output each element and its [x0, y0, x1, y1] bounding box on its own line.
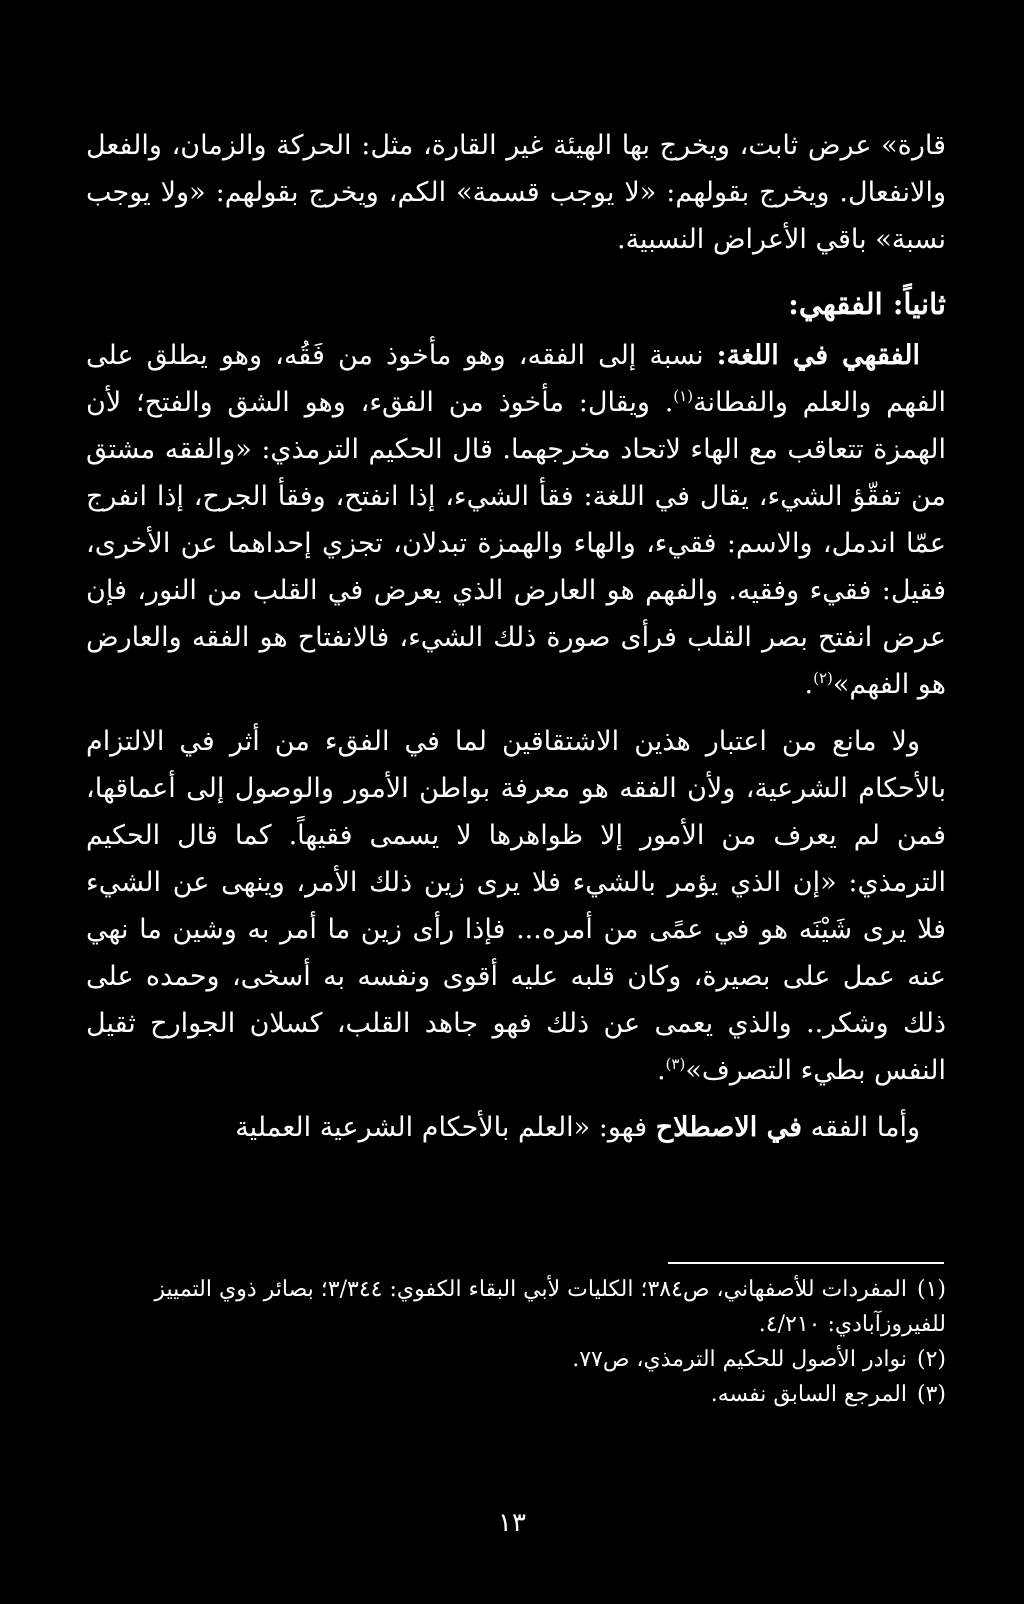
paragraph-4-start: وأما الفقه — [802, 1112, 920, 1143]
footnote-ref-1: (١) — [673, 387, 694, 405]
footnote-ref-2: (٢) — [813, 669, 833, 687]
paragraph-4 — [86, 1104, 946, 1151]
footnote-text: نوادر الأصول للحكيم الترمذي، ص٧٧. — [572, 1347, 907, 1372]
paragraph-1 — [86, 122, 946, 263]
paragraph-3-end: . — [656, 1055, 666, 1086]
section-heading: ثانياً: الفقهي: — [788, 287, 946, 321]
paragraph-2-end: . — [804, 669, 814, 700]
page-number: ١٣ — [498, 1508, 526, 1538]
footnote-text: المفردات للأصفهاني، ص٣٨٤؛ الكليات لأبي البقاء الكفوي: ٣/٣٤٤؛ بصائر ذوي التمييز للفيروزآبادي: ٤/٢١٠. — [154, 1277, 946, 1337]
main-text — [86, 122, 946, 1161]
footnote-1 — [86, 1272, 946, 1342]
footnote-2 — [86, 1342, 946, 1377]
term-label-language: الفقهي في اللغة: — [716, 340, 920, 371]
paragraph-2 — [86, 332, 946, 708]
footnote-text: المرجع السابق نفسه. — [710, 1382, 907, 1407]
paragraph-1-text: قارة» عرض ثابت، ويخرج بها الهيئة غير القارة، مثل: الحركة والزمان، والفعل والانفعال. ويخرج بقولهم: «لا يوجب قسمة» الكم، ويخرج بقولهم: «ولا يوجب نسبة» باقي الأعراض النسبية. — [86, 130, 946, 255]
footnote-3 — [86, 1377, 946, 1412]
paragraph-2-text-cont: . ويقال: مأخوذ من الفقء، وهو الشق والفتح؛ لأن الهمزة تتعاقب مع الهاء لاتحاد مخرجهما. قال الحكيم الترمذي: «والفقه مشتق من تفقّؤ الشيء، يقال في اللغة: فقأ الشيء، إذا انفتح، وفقأ الجرح، إذا انفرج عمّا اندمل، والاسم: فقيء، والهاء والهمزة تبدلان، تجزي إحداهما عن الأخرى، فقيل: فقيء وفقيه. والفهم هو العارض الذي يعرض في القلب من النور، فإن عرض انفتح بصر القلب فرأى صورة ذلك الشيء، فالانفتاح هو الفقه والعارض هو الفهم» — [86, 387, 946, 700]
footnote-number: (٣) — [916, 1382, 946, 1407]
footnote-number: (٢) — [916, 1347, 946, 1372]
paragraph-2-text: نسبة إلى الفقه، وهو مأخوذ من فَقُه، وهو يطلق على الفهم والعلم والفطانة — [86, 340, 946, 418]
paragraph-4-text: فهو: «العلم بالأحكام الشرعية العملية — [235, 1112, 656, 1143]
footnotes — [86, 1272, 946, 1412]
paragraph-3 — [86, 718, 946, 1094]
footnote-number: (١) — [916, 1277, 946, 1302]
term-label-terminology: في الاصطلاح — [655, 1112, 803, 1143]
footnote-divider — [668, 1262, 944, 1264]
footnote-ref-3: (٣) — [665, 1055, 686, 1073]
paragraph-3-text: ولا مانع من اعتبار هذين الاشتقاقين لما في الفقء من أثر في الالتزام بالأحكام الشرعية، ولأن الفقه هو معرفة بواطن الأمور والوصول إلى أعماقها، فمن لم يعرف من الأمور إلا ظواهرها لا يسمى فقيهاً. كما قال الحكيم الترمذي: «إن الذي يؤمر بالشيء فلا يرى زين ذلك الأمر، وينهى عن الشيء فلا يرى شَيْنَه هو في عمًى من أمره... فإذا رأى زين ما أمر به وشين ما نهي عنه عمل على بصيرة، وكان قلبه عليه أقوى ونفسه به أسخى، وحمده على ذلك وشكر.. والذي يعمى عن ذلك فهو جاهد القلب، كسلان الجوارح ثقيل النفس بطيء التصرف» — [86, 726, 946, 1086]
